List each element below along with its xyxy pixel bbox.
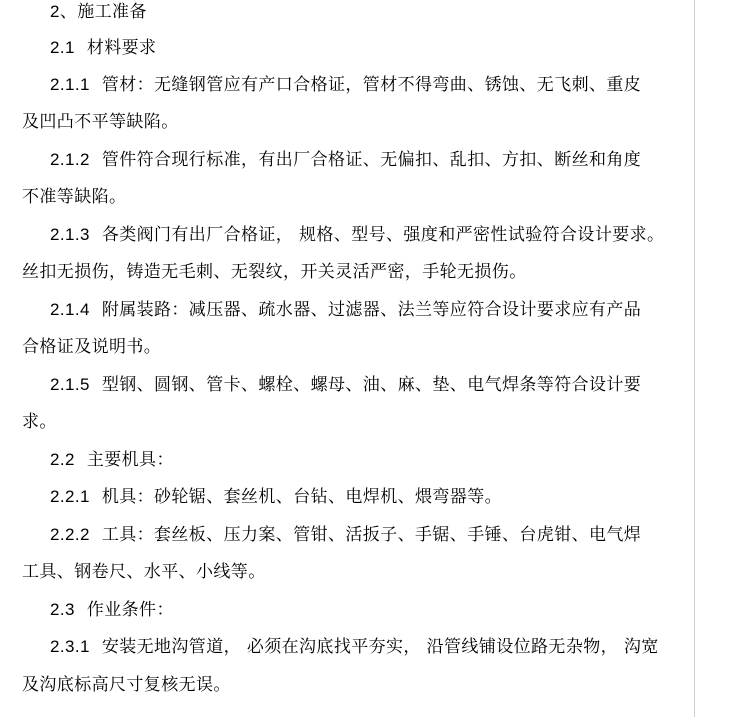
paragraph-2-3-1 xyxy=(50,636,659,658)
clause-text: 不准等缺陷。 xyxy=(22,187,127,207)
clause-number: 2.2.2 xyxy=(50,525,90,544)
page-edge-divider xyxy=(694,0,695,717)
clause-text: 合格证及说明书。 xyxy=(22,337,162,357)
section-title: 材料要求 xyxy=(86,38,157,58)
clause-number: 2.1.2 xyxy=(50,150,90,169)
paragraph-continuation xyxy=(22,561,266,583)
paragraph-2-1-4 xyxy=(50,299,641,321)
clause-text: 求。 xyxy=(22,412,57,432)
clause-text: 及沟底标高尺寸复核无误。 xyxy=(22,675,231,695)
section-number: 2.3 xyxy=(50,600,75,619)
paragraph-2-1-5 xyxy=(50,374,641,396)
section-number: 2.1 xyxy=(50,38,75,57)
section-heading-2 xyxy=(50,1,147,23)
section-title: 作业条件： xyxy=(86,600,174,620)
clause-text: 及凹凸不平等缺陷。 xyxy=(22,112,179,132)
clause-text: 附属装路：减压器、疏水器、过滤器、法兰等应符合设计要求应有产品 xyxy=(101,300,642,320)
paragraph-continuation xyxy=(22,111,179,133)
clause-number: 2.3.1 xyxy=(50,637,90,656)
clause-text: 丝扣无损伤，铸造无毛刺、无裂纹，开关灵活严密，手轮无损伤。 xyxy=(22,262,527,282)
paragraph-continuation xyxy=(22,186,126,208)
paragraph-2-1-3 xyxy=(50,224,664,246)
clause-text: 管件符合现行标准，有出厂合格证、无偏扣、乱扣、方扣、断丝和角度 xyxy=(101,150,642,170)
subsection-heading-2-2 xyxy=(50,449,174,471)
clause-text: 工具：套丝板、压力案、管钳、活扳子、手锯、手锤、台虎钳、电气焊 xyxy=(101,525,642,545)
subsection-heading-2-1 xyxy=(50,37,156,59)
clause-text: 管材：无缝钢管应有产口合格证，管材不得弯曲、锈蚀、无飞刺、重皮 xyxy=(101,75,642,95)
paragraph-continuation xyxy=(22,674,231,696)
section-number: 2 xyxy=(50,2,60,21)
clause-text: 机具：砂轮锯、套丝机、台钻、电焊机、煨弯器等。 xyxy=(101,487,503,507)
clause-number: 2.1.5 xyxy=(50,375,90,394)
section-number: 2.2 xyxy=(50,450,75,469)
clause-text: 安装无地沟管道， 必须在沟底找平夯实， 沿管线铺设位路无杂物， 沟宽 xyxy=(101,637,659,657)
section-title: 、施工准备 xyxy=(59,2,147,22)
clause-text: 工具、钢卷尺、水平、小线等。 xyxy=(22,562,266,582)
paragraph-2-1-1 xyxy=(50,74,641,96)
clause-number: 2.2.1 xyxy=(50,487,90,506)
clause-text: 各类阀门有出厂合格证， 规格、型号、强度和严密性试验符合设计要求。 xyxy=(101,225,665,245)
clause-number: 2.1.3 xyxy=(50,225,90,244)
section-title: 主要机具： xyxy=(86,450,174,470)
clause-text: 型钢、圆钢、管卡、螺栓、螺母、油、麻、垫、电气焊条等符合设计要 xyxy=(101,375,642,395)
clause-number: 2.1.4 xyxy=(50,300,90,319)
paragraph-continuation xyxy=(22,411,57,433)
paragraph-continuation xyxy=(22,261,527,283)
clause-number: 2.1.1 xyxy=(50,75,90,94)
paragraph-continuation xyxy=(22,336,161,358)
subsection-heading-2-3 xyxy=(50,599,174,621)
paragraph-2-1-2 xyxy=(50,149,641,171)
paragraph-2-2-1 xyxy=(50,486,502,508)
paragraph-2-2-2 xyxy=(50,524,641,546)
